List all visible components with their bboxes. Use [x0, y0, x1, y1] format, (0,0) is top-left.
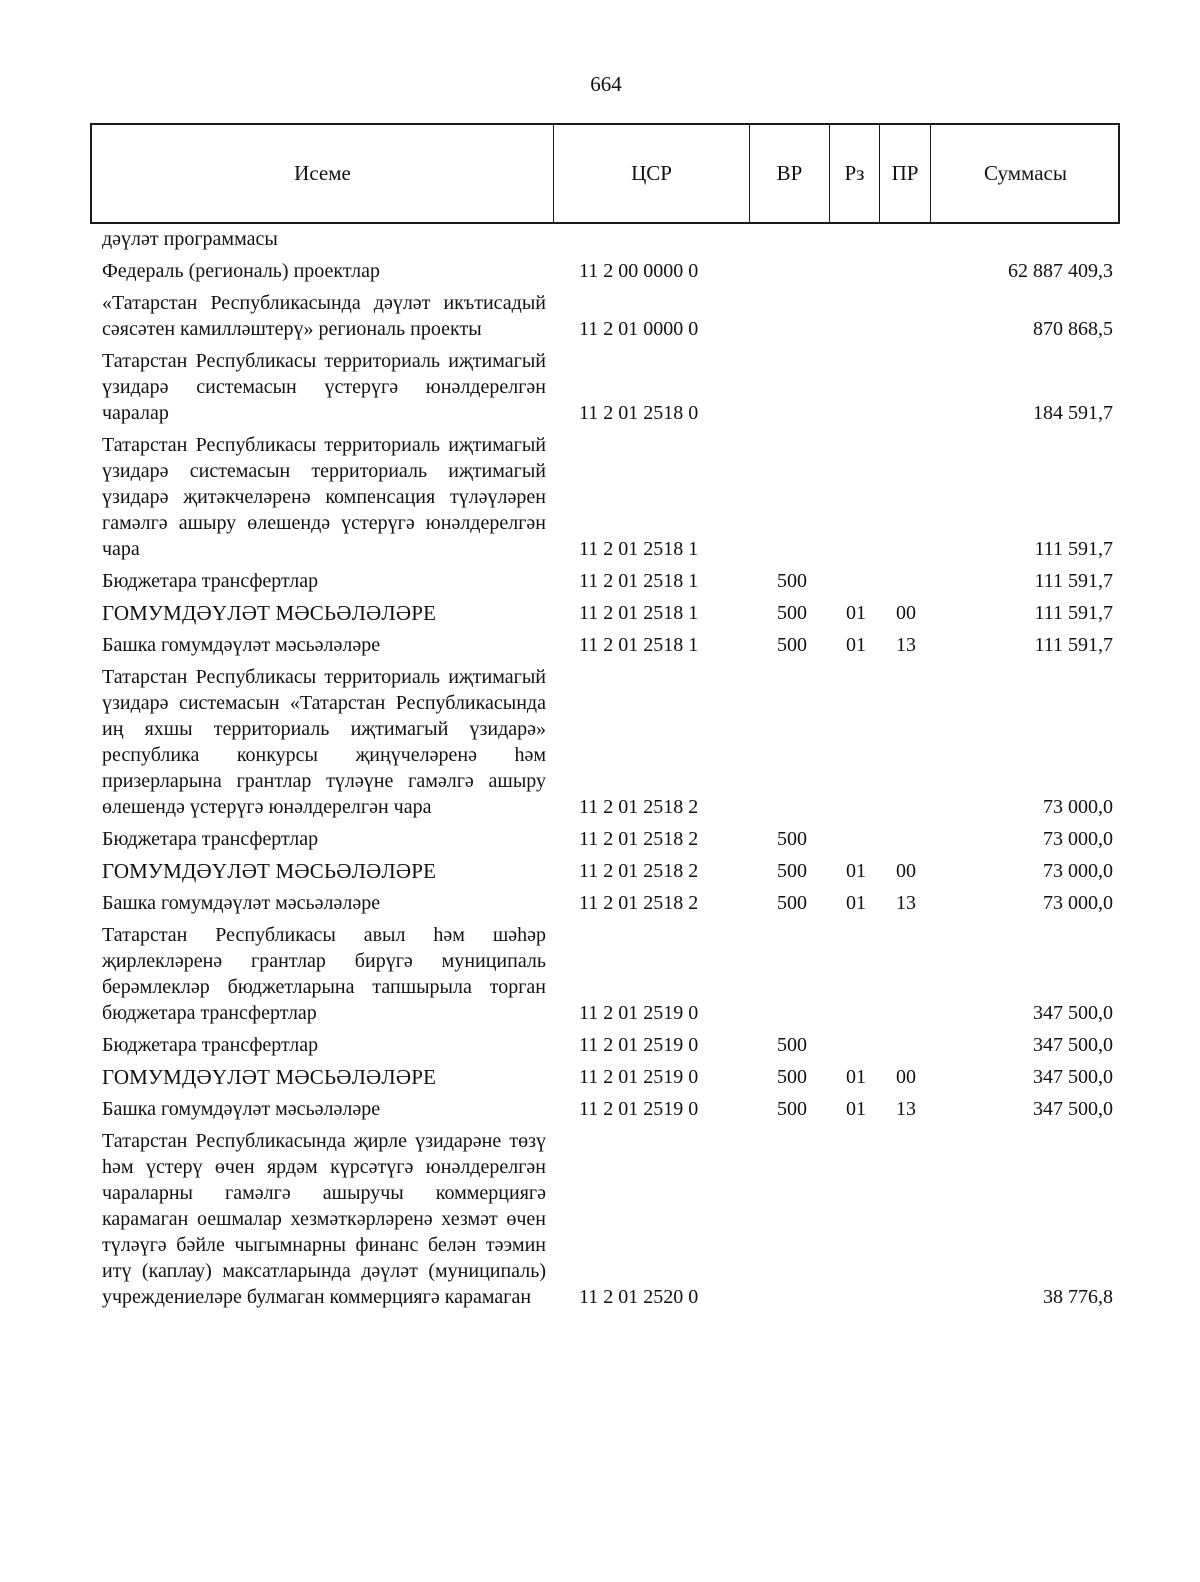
table-row	[0, 890, 1200, 916]
row-csr: 11 2 01 2519 0	[579, 1066, 699, 1088]
row-name: Федераль (региональ) проектлар	[102, 260, 380, 282]
row-name: ГОМУМДӘҮЛӘТ МӘСЬӘЛӘЛӘРЕ	[102, 1065, 437, 1089]
header-name: Исеме	[294, 161, 351, 185]
row-sum: 347 500,0	[1033, 1034, 1113, 1056]
table-row	[0, 1064, 1200, 1090]
row-csr: 11 2 01 2519 0	[579, 1034, 699, 1056]
table-row	[0, 632, 1200, 658]
header-vr: ВР	[749, 125, 829, 222]
table-row	[0, 1096, 1200, 1122]
row-name: ГОМУМДӘҮЛӘТ МӘСЬӘЛӘЛӘРЕ	[102, 601, 437, 625]
row-name: Бюджетара трансфертлар	[102, 570, 319, 592]
row-sum: 73 000,0	[1043, 892, 1113, 914]
row-csr: 11 2 01 2520 0	[579, 1286, 699, 1308]
row-csr: 11 2 01 2519 0	[579, 1002, 699, 1024]
row-sum: 111 591,7	[1034, 570, 1113, 592]
row-sum: 111 591,7	[1034, 602, 1113, 624]
row-pr: 00	[896, 860, 916, 882]
header-sum: Суммасы	[930, 125, 1120, 222]
row-pr: 00	[896, 602, 916, 624]
row-csr: 11 2 00 0000 0	[579, 260, 699, 282]
row-vr: 500	[777, 860, 807, 882]
row-name: «Татарстан Республикасында дәүләт икътисадый сәясәтен камилләштерү» региональ проекты	[102, 292, 546, 340]
row-sum: 347 500,0	[1033, 1002, 1113, 1024]
row-vr: 500	[777, 602, 807, 624]
row-csr: 11 2 01 2518 2	[579, 892, 699, 914]
row-vr: 500	[777, 892, 807, 914]
row-rz: 01	[846, 634, 866, 656]
row-csr: 11 2 01 2518 2	[579, 860, 699, 882]
row-name: Татарстан Республикасы территориаль иҗтимагый үзидарә системасын «Татарстан Республикасында иң яхшы территориаль иҗтимагый үзидарә» республика конкурсы җиңүчеләренә һәм призерларына грантлар түләүне гамәлгә ашыру өлешендә үстерүгә юнәлдерелгән чара	[102, 666, 546, 818]
row-rz: 01	[846, 892, 866, 914]
header-csr: ЦСР	[553, 125, 749, 222]
row-csr: 11 2 01 2518 1	[579, 634, 699, 656]
row-sum: 73 000,0	[1043, 828, 1113, 850]
table-row	[0, 1128, 1200, 1310]
header-pr: ПР	[879, 125, 930, 222]
row-sum: 73 000,0	[1043, 796, 1113, 818]
row-csr: 11 2 01 2518 1	[579, 538, 699, 560]
row-name: Татарстан Республикасы территориаль иҗтимагый үзидарә системасын үстерүгә юнәлдерелгән чаралар	[102, 350, 546, 424]
table-row	[0, 1032, 1200, 1058]
table-row	[0, 348, 1200, 426]
row-sum: 111 591,7	[1034, 634, 1113, 656]
table-body	[0, 226, 1200, 1316]
row-csr: 11 2 01 2519 0	[579, 1098, 699, 1120]
table-row	[0, 568, 1200, 594]
row-name: Бюджетара трансфертлар	[102, 1034, 319, 1056]
row-sum: 62 887 409,3	[1008, 260, 1113, 282]
table-row	[0, 600, 1200, 626]
row-vr: 500	[777, 828, 807, 850]
table-row	[0, 664, 1200, 820]
table-header	[90, 123, 1120, 224]
row-csr: 11 2 01 2518 2	[579, 796, 699, 818]
row-vr: 500	[777, 1066, 807, 1088]
row-csr: 11 2 01 2518 0	[579, 402, 699, 424]
table-row	[0, 432, 1200, 562]
row-name: Бюджетара трансфертлар	[102, 828, 319, 850]
row-csr: 11 2 01 0000 0	[579, 318, 699, 340]
row-vr: 500	[777, 1098, 807, 1120]
row-rz: 01	[846, 860, 866, 882]
row-pr: 00	[896, 1066, 916, 1088]
table-row	[0, 858, 1200, 884]
page-number: 664	[590, 72, 622, 96]
row-vr: 500	[777, 1034, 807, 1056]
row-pr: 13	[896, 634, 916, 656]
row-name: Татарстан Республикасында җирле үзидарәне төзү һәм үстерү өчен ярдәм күрсәтүгә юнәлдерелгән чараларны гамәлгә ашыручы коммерциягә карамаган оешмалар хезмәткәрләренә хезмәт өчен түләүгә бәйле чыгымнарны финанс белән тәэмин итү (каплау) максатларында дәүләт (муниципаль) учреждениеләре булмаган коммерциягә карамаган	[102, 1130, 546, 1308]
row-rz: 01	[846, 602, 866, 624]
row-name: Татарстан Республикасы территориаль иҗтимагый үзидарә системасын территориаль иҗтимагый үзидарә җитәкчеләренә компенсация түләүләрен гамәлгә ашыру өлешендә үстерүгә юнәлдерелгән чара	[102, 434, 546, 560]
header-rz: Рз	[829, 125, 879, 222]
table-row	[0, 290, 1200, 342]
row-sum: 347 500,0	[1033, 1066, 1113, 1088]
row-name: Башка гомумдәүләт мәсьәләләре	[102, 892, 381, 914]
row-pr: 13	[896, 892, 916, 914]
row-rz: 01	[846, 1066, 866, 1088]
table-row	[0, 826, 1200, 852]
row-name: дәүләт программасы	[102, 228, 278, 250]
row-name: Башка гомумдәүләт мәсьәләләре	[102, 1098, 381, 1120]
row-csr: 11 2 01 2518 1	[579, 570, 699, 592]
row-sum: 73 000,0	[1043, 860, 1113, 882]
row-sum: 111 591,7	[1034, 538, 1113, 560]
row-csr: 11 2 01 2518 1	[579, 602, 699, 624]
table-row	[0, 922, 1200, 1026]
row-sum: 184 591,7	[1033, 402, 1113, 424]
row-rz: 01	[846, 1098, 866, 1120]
row-name: ГОМУМДӘҮЛӘТ МӘСЬӘЛӘЛӘРЕ	[102, 859, 437, 883]
row-csr: 11 2 01 2518 2	[579, 828, 699, 850]
row-name: Татарстан Республикасы авыл һәм шәһәр җирлекләренә грантлар бирүгә муниципаль берәмлекләр бюджетларына тапшырыла торган бюджетара трансфертлар	[102, 924, 546, 1024]
row-name: Башка гомумдәүләт мәсьәләләре	[102, 634, 381, 656]
table-row	[0, 258, 1200, 284]
row-sum: 347 500,0	[1033, 1098, 1113, 1120]
row-sum: 38 776,8	[1043, 1286, 1113, 1308]
row-vr: 500	[777, 570, 807, 592]
row-pr: 13	[896, 1098, 916, 1120]
row-sum: 870 868,5	[1033, 318, 1113, 340]
row-vr: 500	[777, 634, 807, 656]
table-row	[0, 226, 1200, 252]
